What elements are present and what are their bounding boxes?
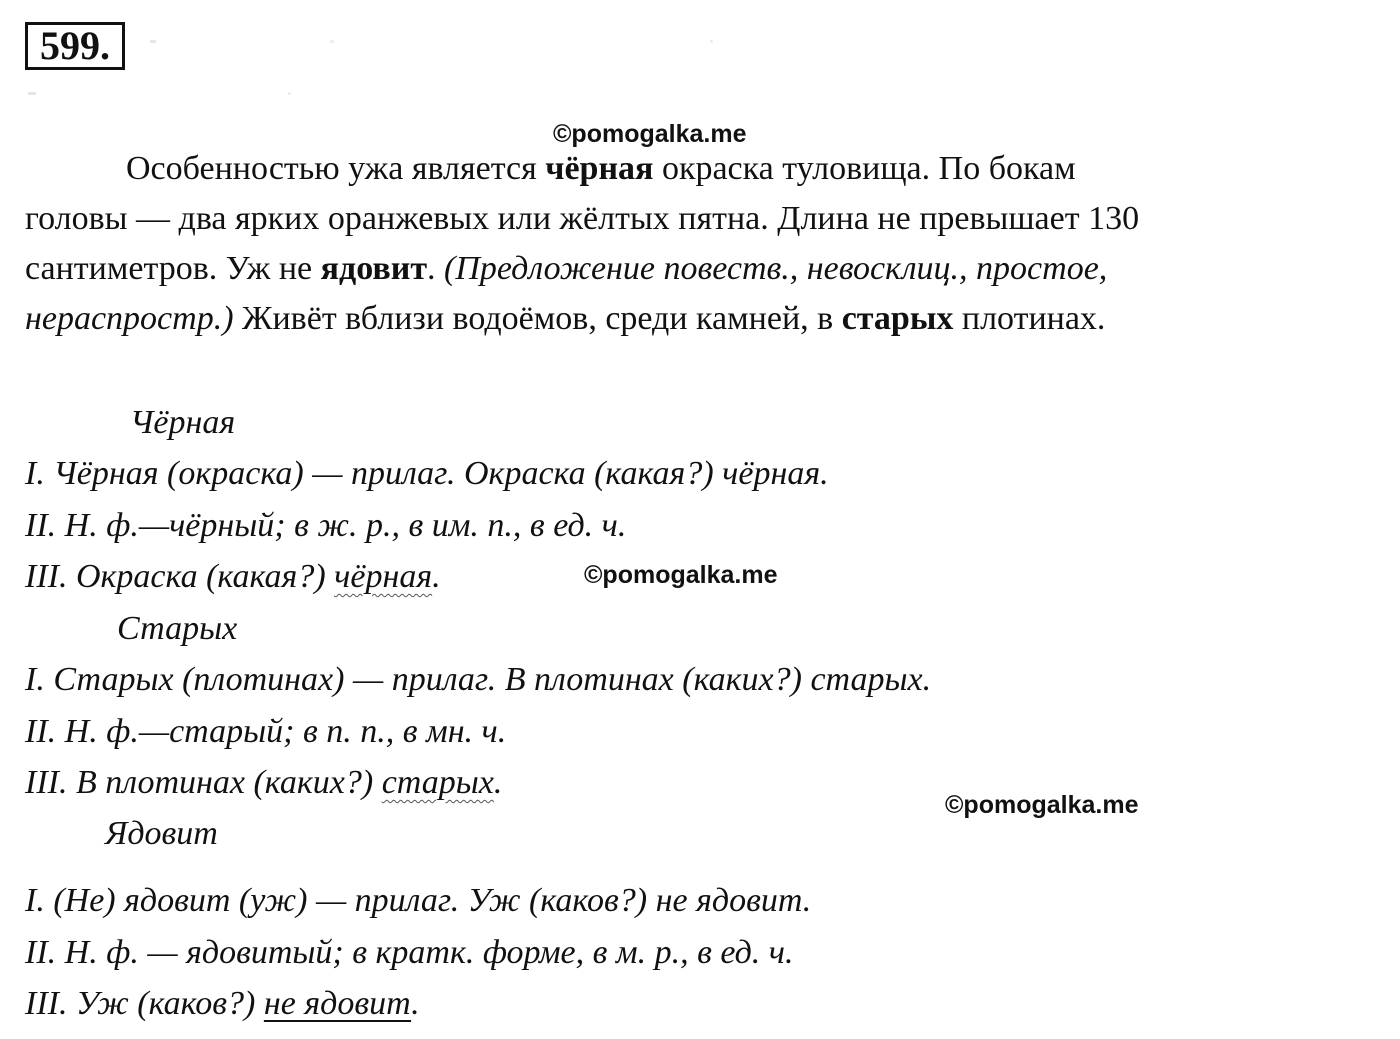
paragraph-line-1: Особенностью ужа является чёрная окраска туловища. По бокам (126, 150, 1076, 187)
analysis-title-staryh: Старых (117, 610, 238, 647)
analysis-yadovit-ii: II. Н. ф. — ядовитый; в кратк. форме, в м. р., в ед. ч. (25, 934, 794, 971)
analysis-title-yadovit: Ядовит (105, 815, 218, 852)
paragraph-line-2: головы — два ярких оранжевых или жёлтых пятна. Длина не превышает 130 (25, 200, 1140, 237)
watermark-bottom: ©pomogalka.me (945, 791, 1139, 819)
analysis-chernaya-i: I. Чёрная (окраска) — прилаг. Окраска (какая?) чёрная. (25, 455, 829, 492)
analysis-staryh-ii: II. Н. ф.—старый; в п. п., в мн. ч. (25, 713, 507, 750)
paragraph-line-4: нераспростр.) Живёт вблизи водоёмов, среди камней, в старых плотинах. (25, 300, 1106, 337)
watermark-top: ©pomogalka.me (553, 120, 747, 148)
analysis-chernaya-ii: II. Н. ф.—чёрный; в ж. р., в им. п., в ед. ч. (25, 507, 627, 544)
faded-header-text (150, 40, 1250, 43)
paragraph-line-3: сантиметров. Уж не ядовит. (Предложение повеств., невосклиц., простое, (25, 250, 1108, 287)
analysis-chernaya-iii: III. Окраска (какая?) чёрная. (25, 558, 441, 595)
analysis-staryh-iii: III. В плотинах (каких?) старых. (25, 764, 503, 801)
analysis-yadovit-i: I. (Не) ядовит (уж) — прилаг. Уж (каков?) не ядовит. (25, 882, 812, 919)
watermark-middle: ©pomogalka.me (584, 561, 778, 589)
analysis-staryh-i: I. Старых (плотинах) — прилаг. В плотинах (каких?) старых. (25, 661, 932, 698)
analysis-yadovit-iii: III. Уж (каков?) не ядовит. (25, 985, 420, 1022)
analysis-title-chernaya: Чёрная (130, 404, 236, 441)
exercise-number: 599. (25, 22, 125, 70)
faded-header-text-2 (28, 92, 478, 95)
